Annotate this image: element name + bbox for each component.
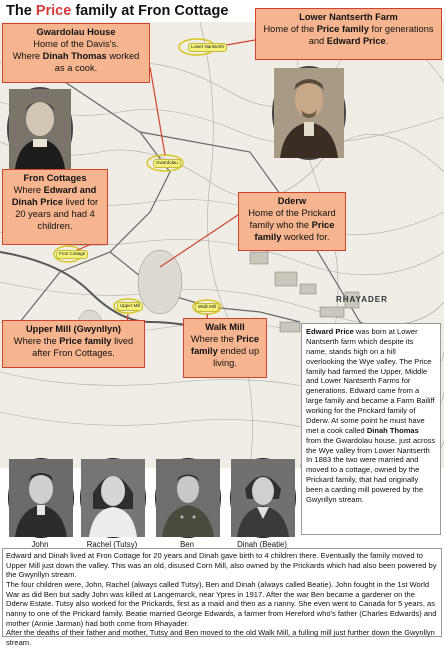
portrait-john-icon bbox=[9, 459, 73, 537]
callout-lower-nantserth: Lower Nantserth Farm Home of the Price family for generations and Edward Price. bbox=[255, 8, 442, 60]
map-marker-gwardolau[interactable]: Gwardolau bbox=[153, 159, 181, 168]
map-marker-lower-nantserth[interactable]: Lower Nantserth bbox=[188, 43, 227, 52]
label-rachel: Rachel (Tutsy) bbox=[86, 540, 138, 549]
map-town-label: RHAYADER bbox=[336, 295, 388, 304]
callout-upper-mill: Upper Mill (Gwynllyn) Where the Price family lived after Fron Cottages. bbox=[2, 320, 145, 368]
edward-price-bio: Edward Price was born at Lower Nantserth farm which despite its name, stands high on a hill overlooking the Wye valley. The Price family had farmed the Upper, Middle and Lower Nantserth Farms for generations. Edward came from a large family and became a Farm Bailiff working for the Prickard family of Dderw. At some point he must have met a cook called Dinah Thomas from the Gwardolau house, just across the Wye valley from Lower Nantserth In 1883 the two were married and moved to a cottage, owned by the Prickard family, that had originally been a carding mill powered by the Gwynllyn stream. bbox=[301, 323, 441, 535]
label-dinah-beatie: Dinah (Beatie) bbox=[237, 540, 287, 549]
portrait-man-icon bbox=[274, 68, 344, 158]
portrait-dinah-thomas bbox=[7, 87, 73, 171]
label-ben: Ben bbox=[180, 540, 194, 549]
portrait-john bbox=[8, 458, 74, 538]
portrait-edward-price bbox=[272, 66, 346, 160]
page-title: The Price family at Fron Cottage bbox=[6, 3, 229, 19]
portrait-rachel-icon bbox=[81, 459, 145, 537]
map-marker-upper-mill[interactable]: Upper Mill bbox=[117, 302, 143, 311]
portrait-dinah-beatie bbox=[230, 458, 296, 538]
portrait-ben-icon bbox=[156, 459, 220, 537]
label-john: John bbox=[31, 540, 49, 549]
children-portraits bbox=[0, 458, 305, 548]
callout-gwardolau: Gwardolau House Home of the Davis's. Where Dinah Thomas worked as a cook. bbox=[2, 23, 150, 83]
callout-walk-mill: Walk Mill Where the Price family ended up living. bbox=[183, 318, 267, 378]
portrait-ben bbox=[155, 458, 221, 538]
portrait-rachel bbox=[80, 458, 146, 538]
portrait-woman-icon bbox=[9, 89, 71, 169]
map-marker-fron-cottage[interactable]: Fron Cottage bbox=[56, 250, 88, 259]
portrait-dinah-beatie-icon bbox=[231, 459, 295, 537]
map-marker-walk-mill[interactable]: Walk Mill bbox=[195, 303, 219, 312]
title-highlight: Price bbox=[35, 3, 72, 19]
callout-fron-cottages: Fron Cottages Where Edward and Dinah Price lived for 20 years and had 4 children. bbox=[2, 169, 108, 245]
callout-dderw: Dderw Home of the Prickard family who the Price family worked for. bbox=[238, 192, 346, 251]
family-history-text: Edward and Dinah lived at Fron Cottage for 20 years and Dinah gave birth to 4 children there. Eventually the family moved to Upper Mill just down the valley. This was an old, disused Corn Mill, also owned by the Prickards which had also been powered by the Gwynllyn stream. The four children were, John, Rachel (always called Tutsy), Ben and Dinah (always called Beatie). John fought in the 1st World War as did Ben but sadly John was killed at Langemarck, near Ypres in 1917. After the war Ben became a gardener on the Dderw Estate. Tutsy also worked for the Prickards, first as a maid and then as a nanny. She even went to Canada for 5 years, as nanny to one of the Prickard family. Beatie married George Edwards, a farmer from Hereford who's father (Charles Edwards) and mother (Annie Jarman) had both come from Rhayader. After the deaths of their father and mother, Tutsy and Ben moved to the old Walk Mill, a fulling mill just further down the Gwynllyn stream. bbox=[2, 548, 442, 637]
